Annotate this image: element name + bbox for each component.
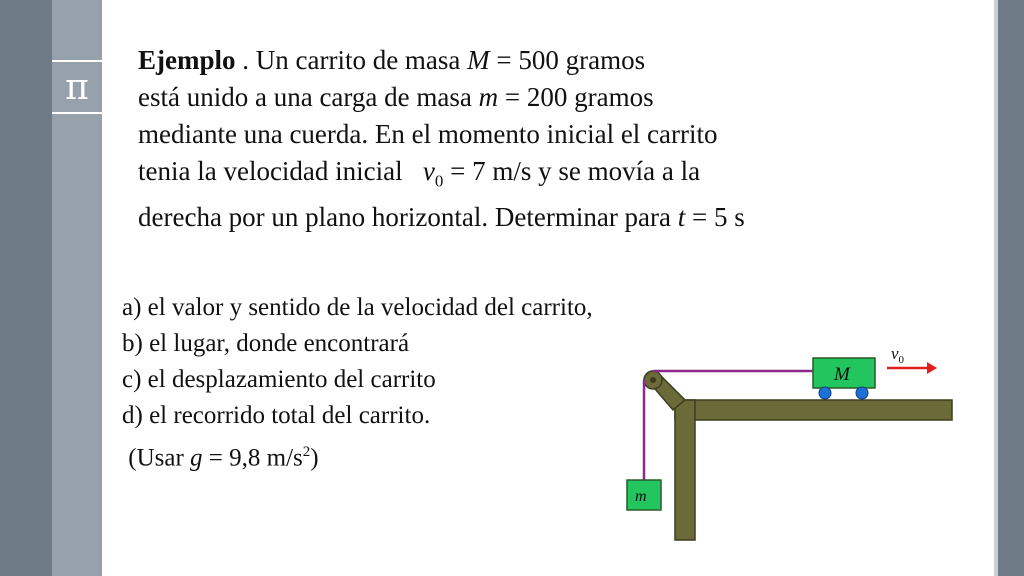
example-line-4: tenia la velocidad inicial $v_0 = 7$ m/s y se movía a la bbox=[138, 156, 701, 191]
question-a: a) el valor y sentido de la velocidad del carrito, bbox=[122, 294, 593, 321]
cart-wheel-right bbox=[856, 387, 868, 399]
question-b: b) el lugar, donde encontrará bbox=[122, 330, 410, 357]
question-d: d) el recorrido total del carrito. bbox=[122, 402, 431, 429]
cart-label: M bbox=[834, 364, 850, 385]
velocity-arrowhead bbox=[927, 362, 937, 374]
left-sidebar-dark bbox=[0, 0, 52, 576]
example-line-5: derecha por un plano horizontal. Determinar para t = 5 s bbox=[138, 202, 745, 233]
gravity-note: (Usar g = 9,8 $m/s^2$) bbox=[122, 444, 319, 472]
pi-icon: π bbox=[52, 60, 102, 114]
cart-pulley-diagram bbox=[615, 340, 960, 545]
pulley-axle bbox=[650, 377, 656, 383]
right-sidebar bbox=[998, 0, 1024, 576]
example-paragraph bbox=[138, 42, 745, 236]
example-line-3: mediante una cuerda. En el momento inicial el carrito bbox=[138, 119, 718, 149]
question-c: c) el desplazamiento del carrito bbox=[122, 366, 436, 393]
example-heading: Ejemplo bbox=[138, 45, 236, 75]
table-leg bbox=[675, 400, 695, 540]
cart-wheel-left bbox=[819, 387, 831, 399]
velocity-label: $v_0$ bbox=[891, 344, 905, 366]
question-list bbox=[122, 290, 593, 476]
example-line-1: Ejemplo . Un carrito de masa M = 500 gramos bbox=[138, 45, 646, 75]
table-top bbox=[675, 400, 952, 420]
load-label: m bbox=[635, 488, 647, 505]
example-line-2: está unido a una carga de masa m = 200 gramos bbox=[138, 82, 654, 112]
